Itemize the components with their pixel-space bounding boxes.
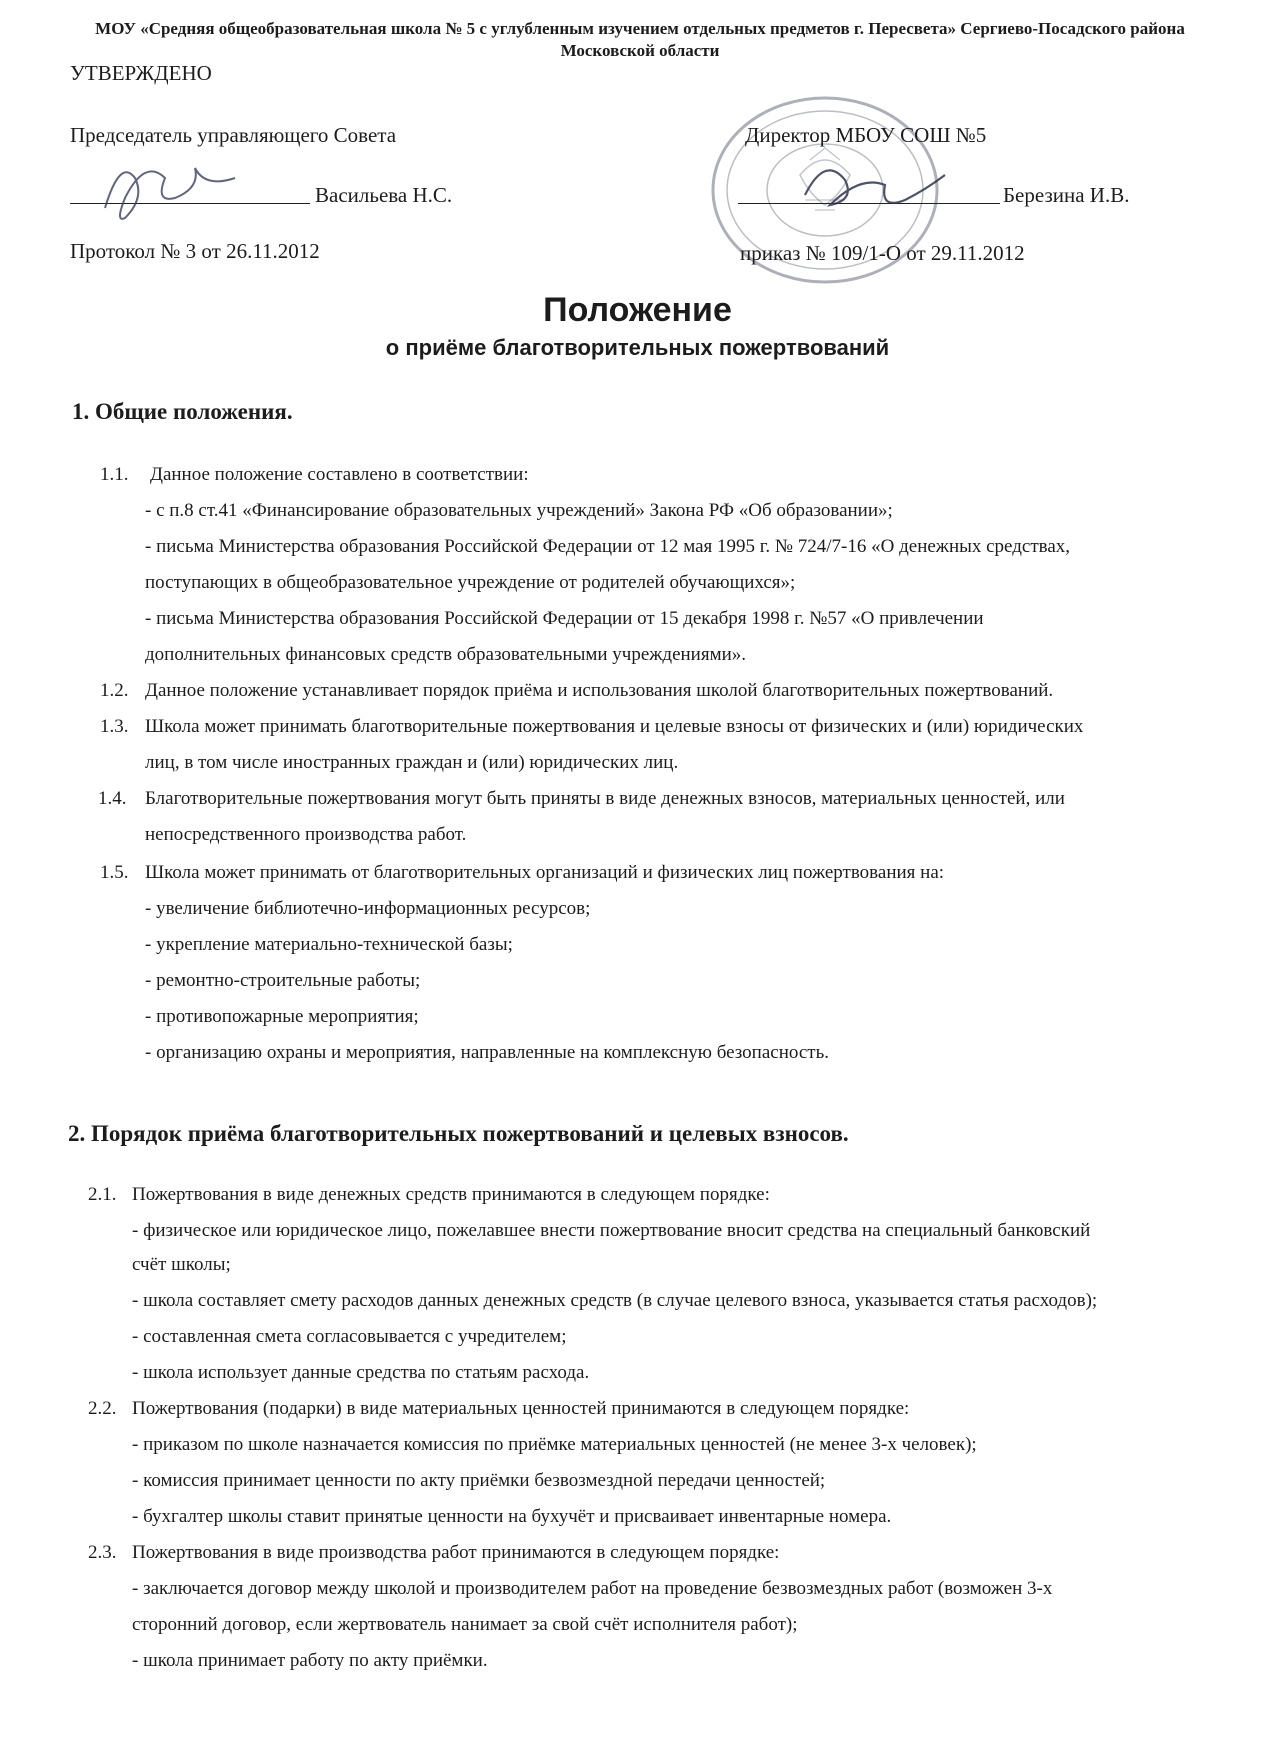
paragraph-1-1: Данное положение составлено в соответствии: [150, 464, 529, 485]
paragraph-1-2: Данное положение устанавливает порядок приёма и использования школой благотворительных пожертвований. [145, 680, 1054, 701]
list-item: - приказом по школе назначается комиссия по приёмке материальных ценностей (не менее 3-х человек); [132, 1434, 977, 1455]
paragraph-1-4-cont: непосредственного производства работ. [145, 824, 467, 845]
paragraph-2-1: Пожертвования в виде денежных средств принимаются в следующем порядке: [132, 1184, 770, 1205]
page-title: Положение [543, 291, 732, 329]
item-number: 2.1. [88, 1184, 117, 1205]
list-item: - школа использует данные средства по статьям расхода. [132, 1362, 590, 1383]
list-item: - физическое или юридическое лицо, пожелавшее внести пожертвование вносит средства на специальный банковский [132, 1220, 1091, 1241]
director-title: Директор МБОУ СОШ №5 [745, 123, 987, 147]
list-item: - противопожарные мероприятия; [145, 1006, 419, 1027]
list-item: - организацию охраны и мероприятия, направленные на комплексную безопасность. [145, 1042, 829, 1063]
item-number: 1.3. [100, 716, 129, 737]
item-number: 2.3. [88, 1542, 117, 1563]
organization-header: МОУ «Средняя общеобразовательная школа № 5 с углубленным изучением отдельных предметов г. Пересвета» Сергиево-Посадского района Московской области [95, 19, 1185, 60]
list-item: дополнительных финансовых средств образовательными учреждениями». [145, 644, 747, 665]
paragraph-1-3-cont: лиц, в том числе иностранных граждан и (или) юридических лиц. [145, 752, 679, 773]
list-item: - школа принимает работу по акту приёмки. [132, 1650, 488, 1671]
item-number: 1.5. [100, 862, 129, 883]
list-item: счёт школы; [132, 1254, 231, 1275]
paragraph-1-4: Благотворительные пожертвования могут быть приняты в виде денежных взносов, материальных ценностей, или [145, 788, 1065, 809]
list-item: - увеличение библиотечно-информационных ресурсов; [145, 898, 591, 919]
list-item: - школа составляет смету расходов данных денежных средств (в случае целевого взноса, указывается статья расходов); [132, 1290, 1098, 1311]
list-item: - комиссия принимает ценности по акту приёмки безвозмездной передачи ценностей; [132, 1470, 826, 1491]
list-item: поступающих в общеобразовательное учреждение от родителей обучающихся»; [145, 572, 796, 593]
item-number: 2.2. [88, 1398, 117, 1419]
paragraph-2-3: Пожертвования в виде производства работ принимаются в следующем порядке: [132, 1542, 780, 1563]
paragraph-1-5: Школа может принимать от благотворительных организаций и физических лиц пожертвования на: [145, 862, 945, 883]
order-line: приказ № 109/1-О от 29.11.2012 [740, 241, 1025, 265]
section-2-heading: 2. Порядок приёма благотворительных пожертвований и целевых взносов. [68, 1121, 849, 1146]
list-item: - бухгалтер школы ставит принятые ценности на бухучёт и присваивает инвентарные номера. [132, 1506, 892, 1527]
list-item: - письма Министерства образования Российской Федерации от 15 декабря 1998 г. №57 «О привлечении [145, 608, 984, 629]
approved-label: УТВЕРЖДЕНО [70, 61, 212, 85]
chair-signature [95, 148, 255, 228]
paragraph-2-2: Пожертвования (подарки) в виде материальных ценностей принимаются в следующем порядке: [132, 1398, 910, 1419]
list-item: - укрепление материально-технической базы; [145, 934, 513, 955]
section-1-heading: 1. Общие положения. [72, 399, 293, 424]
list-item: сторонний договор, если жертвователь нанимает за свой счёт исполнителя работ); [132, 1614, 798, 1635]
list-item: - составленная смета согласовывается с учредителем; [132, 1326, 567, 1347]
paragraph-1-3: Школа может принимать благотворительные пожертвования и целевые взносы от физических и (или) юридических [145, 716, 1084, 737]
list-item: - письма Министерства образования Российской Федерации от 12 мая 1995 г. № 724/7-16 «О денежных средствах, [145, 536, 1071, 557]
list-item: - с п.8 ст.41 «Финансирование образовательных учреждений» Закона РФ «Об образовании»; [145, 500, 893, 521]
chair-name: Васильева Н.С. [315, 183, 453, 207]
item-number: 1.1. [100, 464, 129, 485]
director-signature [800, 150, 950, 220]
list-item: - ремонтно-строительные работы; [145, 970, 421, 991]
protocol-line: Протокол № 3 от 26.11.2012 [70, 239, 320, 263]
director-name: Березина И.В. [1003, 183, 1130, 207]
chair-title: Председатель управляющего Совета [70, 123, 397, 147]
item-number: 1.2. [100, 680, 129, 701]
item-number: 1.4. [98, 788, 127, 809]
page-subtitle: о приёме благотворительных пожертвований [385, 335, 890, 360]
list-item: - заключается договор между школой и производителем работ на проведение безвозмездных работ (возможен 3-х [132, 1578, 1053, 1599]
